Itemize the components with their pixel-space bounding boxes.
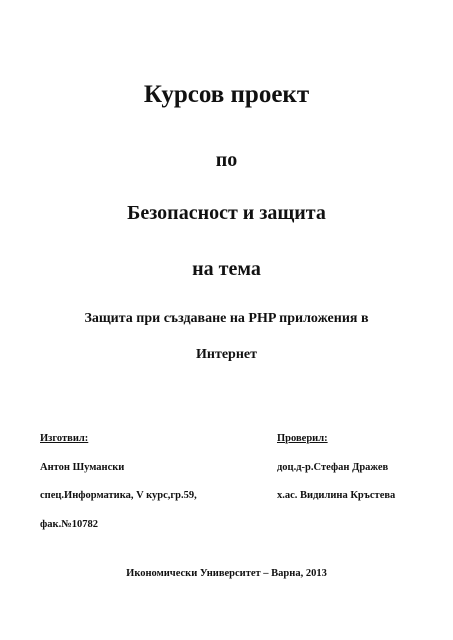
author-details: спец.Информатика, V курс,гр.59, (40, 490, 197, 501)
topic-line-2: Интернет (196, 347, 257, 362)
reviewer-name-1: доц.д-р.Стефан Дражев (277, 462, 389, 473)
checked-by-label: Проверил: (277, 433, 328, 444)
faculty-number: фак.№10782 (40, 519, 98, 530)
author-name: Антон Шумански (40, 462, 125, 473)
reviewer-name-2: х.ас. Видилина Кръстева (277, 490, 396, 501)
prepared-by-label: Изготвил: (40, 433, 89, 444)
topic-line-1: Защита при създаване на PHP приложения в (84, 311, 369, 326)
course-subject: Безопасност и защита (127, 202, 326, 224)
university-footer: Икономически Университет – Варна, 2013 (126, 568, 327, 579)
preposition-po: по (215, 149, 238, 171)
on-topic-label: на тема (192, 258, 261, 280)
document-title: Курсов проект (143, 81, 310, 108)
